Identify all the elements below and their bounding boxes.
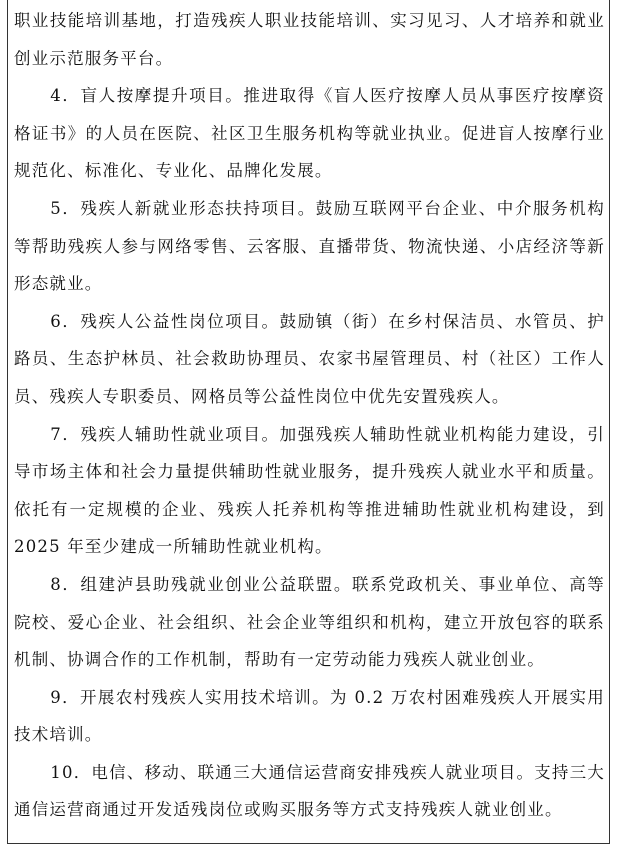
- paragraph-item-4: 4．盲人按摩提升项目。推进取得《盲人医疗按摩人员从事医疗按摩资格证书》的人员在医院、社区卫生服务机构等就业执业。促进盲人按摩行业规范化、标准化、专业化、品牌化发展。: [14, 86, 605, 181]
- document-frame: [7, 0, 610, 844]
- paragraph-continuation: 职业技能培训基地，打造残疾人职业技能培训、实习见习、人才培养和就业创业示范服务平台。: [14, 11, 605, 68]
- paragraph-item-8: 8．组建泸县助残就业创业公益联盟。联系党政机关、事业单位、高等院校、爱心企业、社会组织、社会企业等组织和机构，建立开放包容的联系机制、协调合作的工作机制，帮助有一定劳动能力残疾人就业创业。: [14, 574, 605, 670]
- paragraph-item-7: 7．残疾人辅助性就业项目。加强残疾人辅助性就业机构能力建设，引导市场主体和社会力量提供辅助性就业服务，提升残疾人就业水平和质量。依托有一定规模的企业、残疾人托养机构等推进辅助性就业机构建设，到 2025 年至少建成一所辅助性就业机构。: [14, 424, 605, 557]
- document-body: [14, 2, 605, 829]
- paragraph-item-6: 6．残疾人公益性岗位项目。鼓励镇（街）在乡村保洁员、水管员、护路员、生态护林员、社会救助协理员、农家书屋管理员、村（社区）工作人员、残疾人专职委员、网格员等公益性岗位中优先安置残疾人。: [14, 311, 605, 406]
- paragraph-item-5: 5．残疾人新就业形态扶持项目。鼓励互联网平台企业、中介服务机构等帮助残疾人参与网络零售、云客服、直播带货、物流快递、小店经济等新形态就业。: [14, 198, 605, 294]
- paragraph-item-10: 10．电信、移动、联通三大通信运营商安排残疾人就业项目。支持三大通信运营商通过开发适残岗位或购买服务等方式支持残疾人就业创业。: [14, 762, 605, 820]
- paragraph-item-9: 9．开展农村残疾人实用技术培训。为 0.2 万农村困难残疾人开展实用技术培训。: [14, 687, 605, 745]
